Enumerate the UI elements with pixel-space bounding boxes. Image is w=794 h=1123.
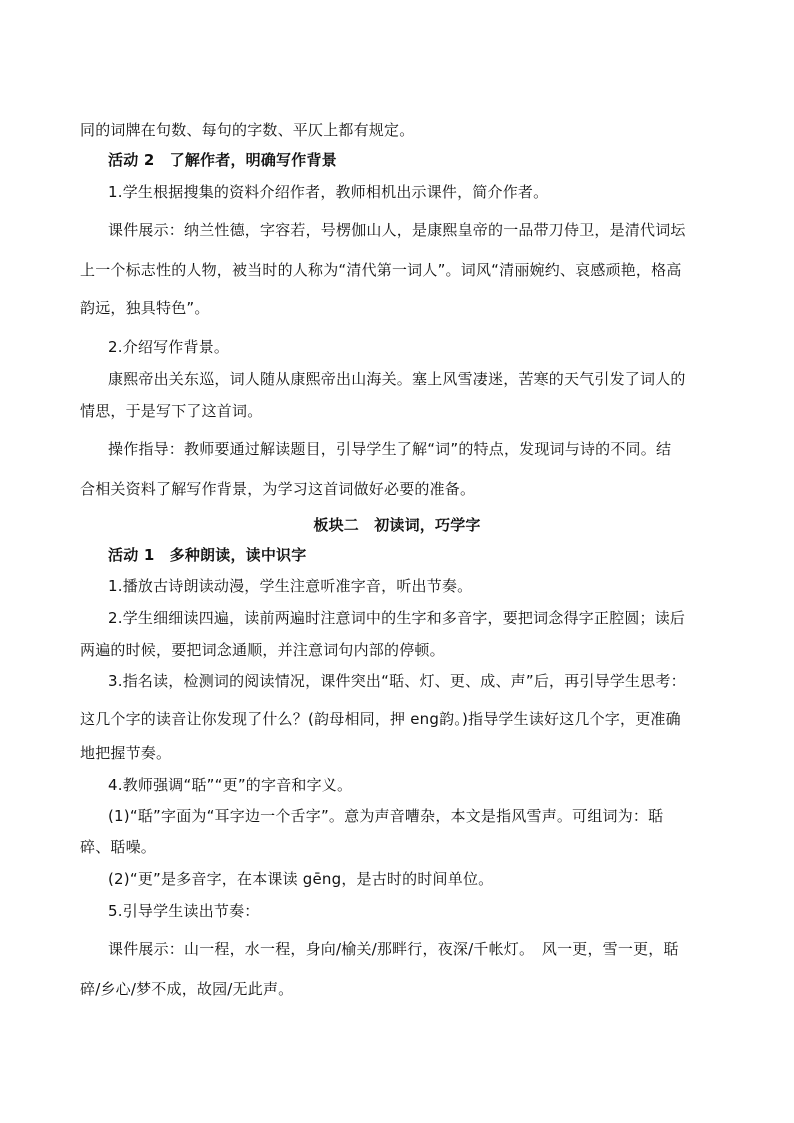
paragraph-line: 这几个字的读音让你发现了什么？(韵母相同，押 eng韵。)指导学生读好这几个字，更准确 <box>80 710 681 728</box>
paragraph-line: 1.播放古诗朗读动漫，学生注意听准字音，听出节奏。 <box>108 577 473 595</box>
paragraph-line: 两遍的时候，要把词念通顺，并注意词句内部的停顿。 <box>80 641 445 659</box>
paragraph-line: (2)“更”是多音字，在本课读 gēng，是古时的时间单位。 <box>108 870 494 888</box>
paragraph-line: 康熙帝出关东巡，词人随从康熙帝出山海关。塞上风雪凄迷，苦寒的天气引发了词人的 <box>108 370 686 388</box>
paragraph-line: 1.学生根据搜集的资料介绍作者，教师相机出示课件，简介作者。 <box>108 183 549 201</box>
paragraph-line: 地把握节奏。 <box>80 744 172 762</box>
paragraph-line: 5.引导学生读出节奏： <box>108 902 260 920</box>
paragraph-line: 2.学生细细读四遍，读前两遍时注意词中的生字和多音字，要把词念得字正腔圆；读后 <box>108 609 686 627</box>
paragraph-line: 碎、聒噪。 <box>80 838 157 856</box>
paragraph-line: (1)“聒”字面为“耳字边一个舌字”。意为声音嘈杂，本文是指风雪声。可组词为：聒 <box>108 807 664 825</box>
section-heading: 板块二 初读词，巧学字 <box>313 516 481 534</box>
paragraph-line: 碎/乡心/梦不成，故园/无此声。 <box>80 980 294 998</box>
paragraph-line: 4.教师强调“聒”“更”的字音和字义。 <box>108 776 353 794</box>
activity-heading: 活动 2 了解作者，明确写作背景 <box>108 151 337 169</box>
paragraph-line: 操作指导：教师要通过解读题目，引导学生了解“词”的特点，发现词与诗的不同。结 <box>108 440 672 458</box>
paragraph-line: 韵远，独具特色”。 <box>80 299 210 317</box>
paragraph-line: 课件展示：山一程，水一程，身向/榆关/那畔行，夜深/千帐灯。 风一更，雪一更，聒 <box>108 940 679 958</box>
paragraph-line: 2.介绍写作背景。 <box>108 338 230 356</box>
paragraph-line: 情思，于是写下了这首词。 <box>80 402 263 420</box>
paragraph-line: 3.指名读，检测词的阅读情况，课件突出“聒、灯、更、成、声”后，再引导学生思考： <box>108 672 686 690</box>
paragraph-line: 同的词牌在句数、每句的字数、平仄上都有规定。 <box>80 121 415 139</box>
activity-heading: 活动 1 多种朗读，读中识字 <box>108 546 307 564</box>
paragraph-line: 合相关资料了解写作背景，为学习这首词做好必要的准备。 <box>80 480 476 498</box>
paragraph-line: 课件展示：纳兰性德，字容若，号楞伽山人，是康熙皇帝的一品带刀侍卫，是清代词坛 <box>108 221 686 239</box>
paragraph-line: 上一个标志性的人物，被当时的人称为“清代第一词人”。词风“清丽婉约、哀感顽艳，格高 <box>80 261 682 279</box>
